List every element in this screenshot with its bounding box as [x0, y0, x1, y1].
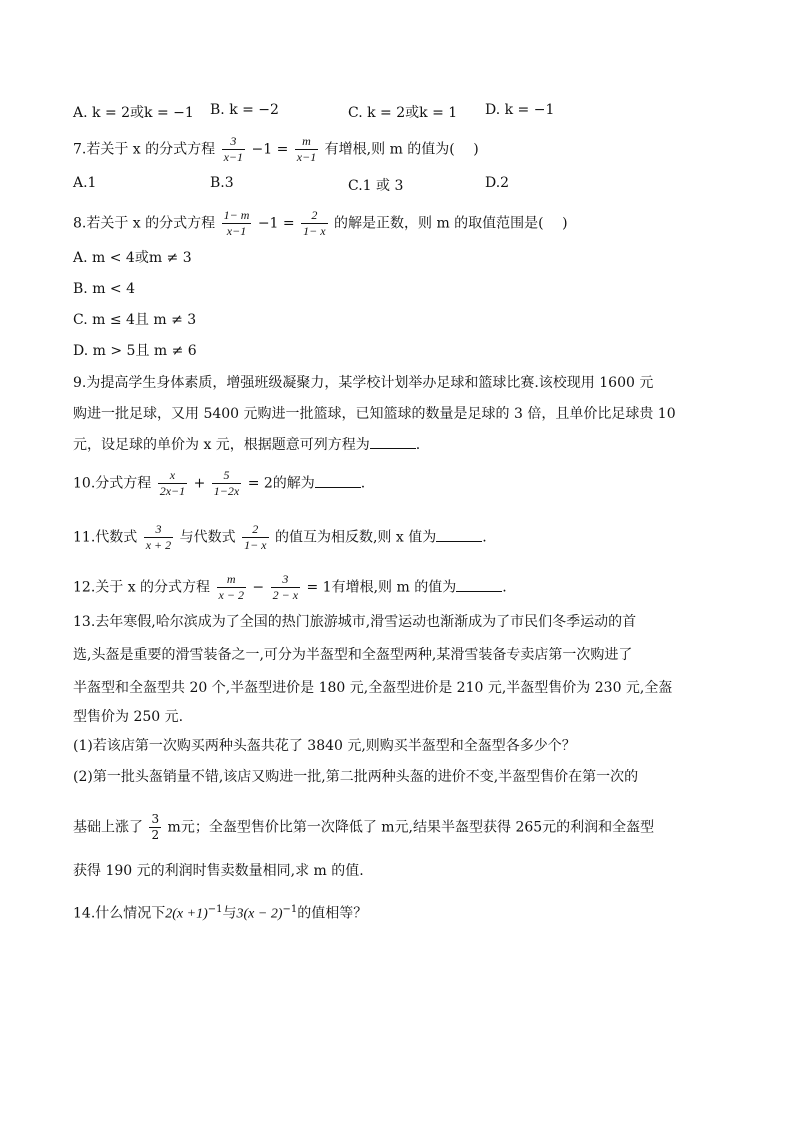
q12-suffix: = 1有增根,则 m 的值为	[306, 579, 457, 596]
q13-line-4: 型售价为 250 元.	[73, 709, 184, 725]
q8-option-d[interactable]: D. m > 5且 m ≠ 6	[73, 343, 197, 359]
q13-part-2-prefix: 基础上涨了	[73, 819, 143, 836]
q7-prefix: 7.若关于 x 的分式方程	[73, 141, 216, 158]
q8-fraction-1	[222, 208, 252, 239]
q12-frac1-denominator: x − 2	[218, 588, 244, 602]
q7-suffix: 有增根,则 m 的值为( )	[324, 141, 479, 158]
q11-mid: 与代数式	[179, 529, 236, 546]
q7-option-b[interactable]: B.3	[210, 175, 234, 191]
q13-part-2-line-2	[73, 812, 654, 843]
q10-end: .	[360, 475, 366, 492]
q8-frac2-denominator: 1− x	[303, 224, 326, 238]
q9-answer-blank[interactable]	[370, 436, 416, 449]
q10-frac2-numerator: 5	[212, 468, 241, 484]
q13-line-1: 13.去年寒假,哈尔滨成为了全国的热门旅游城市,滑雪运动也渐渐成为了市民们冬季运动的首	[73, 614, 637, 630]
q7-frac1-numerator: 3	[222, 134, 245, 150]
q8-frac1-numerator: 1− m	[223, 208, 250, 222]
q14-expression-1: 2(x +1)	[165, 906, 208, 922]
q7-option-d[interactable]: D.2	[485, 175, 510, 191]
q7-option-c[interactable]: C.1 或 3	[348, 178, 404, 194]
q14-exponent-2: −1	[282, 904, 298, 915]
q11-end: .	[482, 529, 487, 546]
q12-frac1-numerator: m	[217, 572, 246, 588]
q6-option-a[interactable]: A. k = 2或k = −1	[73, 105, 194, 121]
q7-frac2-denominator: x−1	[296, 150, 317, 164]
q14-expression-2: 3(x − 2)	[236, 906, 283, 922]
q10-stem	[73, 468, 365, 499]
q8-option-a[interactable]: A. m < 4或m ≠ 3	[73, 250, 192, 266]
q13-part-2-line-3: 获得 190 元的利润时售卖数量相同,求 m 的值.	[73, 863, 364, 879]
q9-line-2: 购进一批足球，又用 5400 元购进一批篮球，已知篮球的数量是足球的 3 倍，且单价比足球贵 10	[73, 406, 676, 422]
q9-end: .	[415, 437, 421, 453]
q13-part-2-fraction	[149, 812, 161, 843]
q11-frac2-numerator: 2	[242, 522, 268, 538]
q12-fraction-2	[271, 572, 300, 603]
q12-stem	[73, 572, 507, 603]
q9-line-3-text: 元，设足球的单价为 x 元，根据题意可列方程为	[73, 437, 370, 453]
q11-prefix: 11.代数式	[73, 529, 138, 546]
q12-frac2-numerator: 3	[271, 572, 300, 588]
q11-frac1-numerator: 3	[144, 522, 173, 538]
q8-option-b[interactable]: B. m < 4	[73, 281, 136, 297]
q9-line-3	[73, 435, 420, 455]
q11-stem	[73, 522, 487, 553]
q8-fraction-2	[301, 208, 327, 239]
q14-mid: 与	[222, 905, 237, 922]
q13-line-3: 半盔型和全盔型共 20 个,半盔型进价是 180 元,全盔型进价是 210 元,半盔型售价为 230 元,全盔	[73, 680, 673, 696]
q7-frac1-denominator: x−1	[223, 150, 244, 164]
q6-option-b[interactable]: B. k = −2	[210, 102, 279, 118]
q13-part-2-suffix: m元；全盔型售价比第一次降低了 m元,结果半盔型获得 265元的利润和全盔型	[167, 819, 655, 836]
q8-suffix: 的解是正数，则 m 的取值范围是( )	[334, 215, 568, 232]
q14-exponent-1: −1	[207, 904, 223, 915]
q10-prefix: 10.分式方程	[73, 475, 152, 492]
q7-mid: −1 =	[251, 141, 289, 158]
q7-option-a[interactable]: A.1	[73, 175, 97, 191]
q13-part-1: (1)若该店第一次购买两种头盔共花了 3840 元,则购买半盔型和全盔型各多少个？	[73, 738, 576, 754]
q10-fraction-1	[158, 468, 187, 499]
q10-frac2-denominator: 1−2x	[213, 484, 240, 498]
q13-part2-frac-numerator: 3	[151, 812, 160, 826]
q11-suffix: 的值互为相反数,则 x 值为	[274, 529, 437, 546]
q10-answer-blank[interactable]	[315, 475, 361, 488]
q11-frac1-denominator: x + 2	[145, 538, 172, 552]
q9-line-1: 9.为提高学生身体素质，增强班级凝聚力，某学校计划举办足球和篮球比赛.该校现用 1600 元	[73, 375, 654, 391]
q7-frac2-numerator: m	[295, 134, 318, 150]
q6-option-c[interactable]: C. k = 2或k = 1	[348, 105, 458, 121]
q12-prefix: 12.关于 x 的分式方程	[73, 579, 211, 596]
q10-fraction-2	[212, 468, 241, 499]
q12-fraction-1	[217, 572, 246, 603]
q12-minus: −	[252, 579, 265, 596]
q14-suffix: 的值相等？	[297, 905, 368, 922]
q12-end: .	[502, 579, 507, 596]
q14-prefix: 14.什么情况下	[73, 905, 166, 922]
q7-fraction-1	[222, 134, 245, 165]
q10-frac1-denominator: 2x−1	[159, 484, 186, 498]
q8-option-c[interactable]: C. m ≤ 4且 m ≠ 3	[73, 312, 197, 328]
q6-option-d[interactable]: D. k = −1	[485, 102, 555, 118]
q11-fraction-1	[144, 522, 173, 553]
q8-frac1-denominator: x−1	[226, 224, 247, 238]
q8-frac2-numerator: 2	[301, 208, 327, 224]
q10-suffix: = 2的解为	[247, 475, 315, 492]
q8-stem	[73, 208, 568, 239]
q11-fraction-2	[242, 522, 268, 553]
q13-line-2: 选,头盔是重要的滑雪装备之一,可分为半盔型和全盔型两种,某滑雪装备专卖店第一次购进了	[73, 647, 633, 663]
q13-part2-frac-denominator: 2	[151, 828, 160, 842]
q14-stem	[73, 900, 367, 925]
q7-stem	[73, 134, 479, 165]
q11-frac2-denominator: 1− x	[244, 538, 267, 552]
q12-frac2-denominator: 2 − x	[272, 588, 299, 602]
q8-prefix: 8.若关于 x 的分式方程	[73, 215, 216, 232]
q10-plus: +	[193, 475, 206, 492]
q8-mid: −1 =	[257, 215, 295, 232]
q11-answer-blank[interactable]	[436, 529, 482, 542]
q7-fraction-2	[295, 134, 318, 165]
q10-frac1-numerator: x	[158, 468, 187, 484]
q12-answer-blank[interactable]	[456, 579, 502, 592]
q13-part-2-line-1: (2)第一批头盔销量不错,该店又购进一批,第二批两种头盔的进价不变,半盔型售价在第一次的	[73, 769, 639, 785]
